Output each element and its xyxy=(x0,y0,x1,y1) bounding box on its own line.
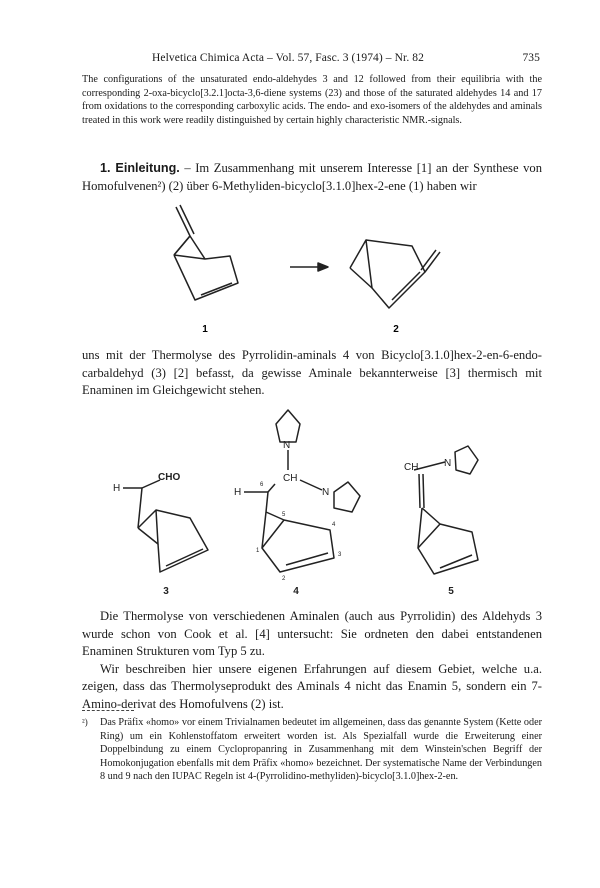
atom-n-5: N xyxy=(444,458,452,469)
footnote-mark: ²) xyxy=(82,717,88,727)
label-compound-5: 5 xyxy=(448,586,454,597)
intro-paragraph xyxy=(82,160,542,195)
scheme-1 xyxy=(0,192,600,342)
paragraph-2: uns mit der Thermolyse des Pyrrolidin-aminals 4 von Bicyclo[3.1.0]hex-2-en-6-endo-carbaldehyd (3) [2] befasst, da gewisse Aminale bekannterweise [3] thermisch mit Enaminen im Gleichgewicht stehen. xyxy=(82,348,542,398)
locant-1: 1 xyxy=(256,548,260,554)
footnote xyxy=(82,716,542,784)
intro-text: – Im Zusammenhang mit unserem Interesse [1] an der Synthese von Homofulvenen²) (2) über 6-Methyliden-bicyclo[3.1.0]hex-2-ene (1) haben wir xyxy=(82,161,542,193)
atom-cho-3: CHO xyxy=(158,472,181,483)
footnote-text: Das Präfix «homo» vor einem Trivialnamen bedeutet im allgemeinen, dass das genannte System (Kette oder Ring) um ein Kohlenstoffatom erweitert worden ist. Als Spezialfall wurde die Erweiterung einer Doppelbindung zu einem Cyclopropanring in Zusammenhang mit dem Winstein'schen Begriff der Homokonjugation ebenfalls mit dem Präfix «homo» bezeichnet. Der systematische Name der Verbindungen 8 und 9 nach den IUPAC Regeln ist 4-(Pyrrolidino-methyliden)-bicyclo[3.1.0]hex-2-en. xyxy=(100,717,542,783)
locant-4: 4 xyxy=(332,522,336,528)
paragraph-3-line-2: Wir beschreiben hier unsere eigenen Erfahrungen auf diesem Gebiet, welche u.a. zeigen, dass das Thermolyseprodukt des Aminals 4 nicht das Enamin 5, sondern ein 7-Amino-derivat des Homofulvens (2) ist. xyxy=(82,661,542,711)
locant-6: 6 xyxy=(260,482,264,488)
locant-2: 2 xyxy=(282,576,286,582)
scheme-2 xyxy=(0,400,600,600)
reaction-arrow xyxy=(290,263,328,271)
section-heading: 1. Einleitung. xyxy=(100,161,180,175)
page-number: 735 xyxy=(522,52,540,64)
structure-compound-4 xyxy=(244,410,360,572)
atom-n-top-4: N xyxy=(283,440,291,451)
footnote-rule xyxy=(82,710,134,711)
structure-compound-1 xyxy=(174,205,238,300)
structure-compound-3 xyxy=(123,480,208,572)
label-compound-2: 2 xyxy=(393,324,399,335)
atom-h-3: H xyxy=(113,483,121,494)
label-compound-3: 3 xyxy=(163,586,169,597)
atom-n-right-4: N xyxy=(322,487,330,498)
locant-5: 5 xyxy=(282,512,286,518)
atom-ch-4: CH xyxy=(283,473,298,484)
label-compound-1: 1 xyxy=(202,324,208,335)
abstract-text: The configurations of the unsaturated endo-aldehydes 3 and 12 followed from their equilibria with the corresponding 2-oxa-bicyclo[3.2.1]octa-3,6-diene systems (23) and those of the saturated aldehydes 14 and 17 from oxidations to the corresponding carboxylic acids. The endo- and exo-isomers of the aldehydes and aminals treated in this work were readily distinguished by certain highly characteristic NMR.-signals. xyxy=(82,74,542,126)
locant-3: 3 xyxy=(338,552,342,558)
journal-title: Helvetica Chimica Acta – Vol. 57, Fasc. 3 (1974) – Nr. 82 xyxy=(152,52,424,64)
atom-h-4: H xyxy=(234,487,242,498)
paragraph-3 xyxy=(82,608,542,714)
label-compound-4: 4 xyxy=(293,586,299,597)
paragraph-3-line-1: Die Thermolyse von verschiedenen Aminalen (auch aus Pyrrolidin) des Aldehyds 3 wurde schon von Cook et al. [4] untersucht: Sie ordneten den dabei entstandenen Enaminen Strukturen vom Typ 5 zu. xyxy=(82,609,542,659)
structure-compound-2 xyxy=(350,240,440,308)
atom-ch-5: CH xyxy=(404,462,419,473)
